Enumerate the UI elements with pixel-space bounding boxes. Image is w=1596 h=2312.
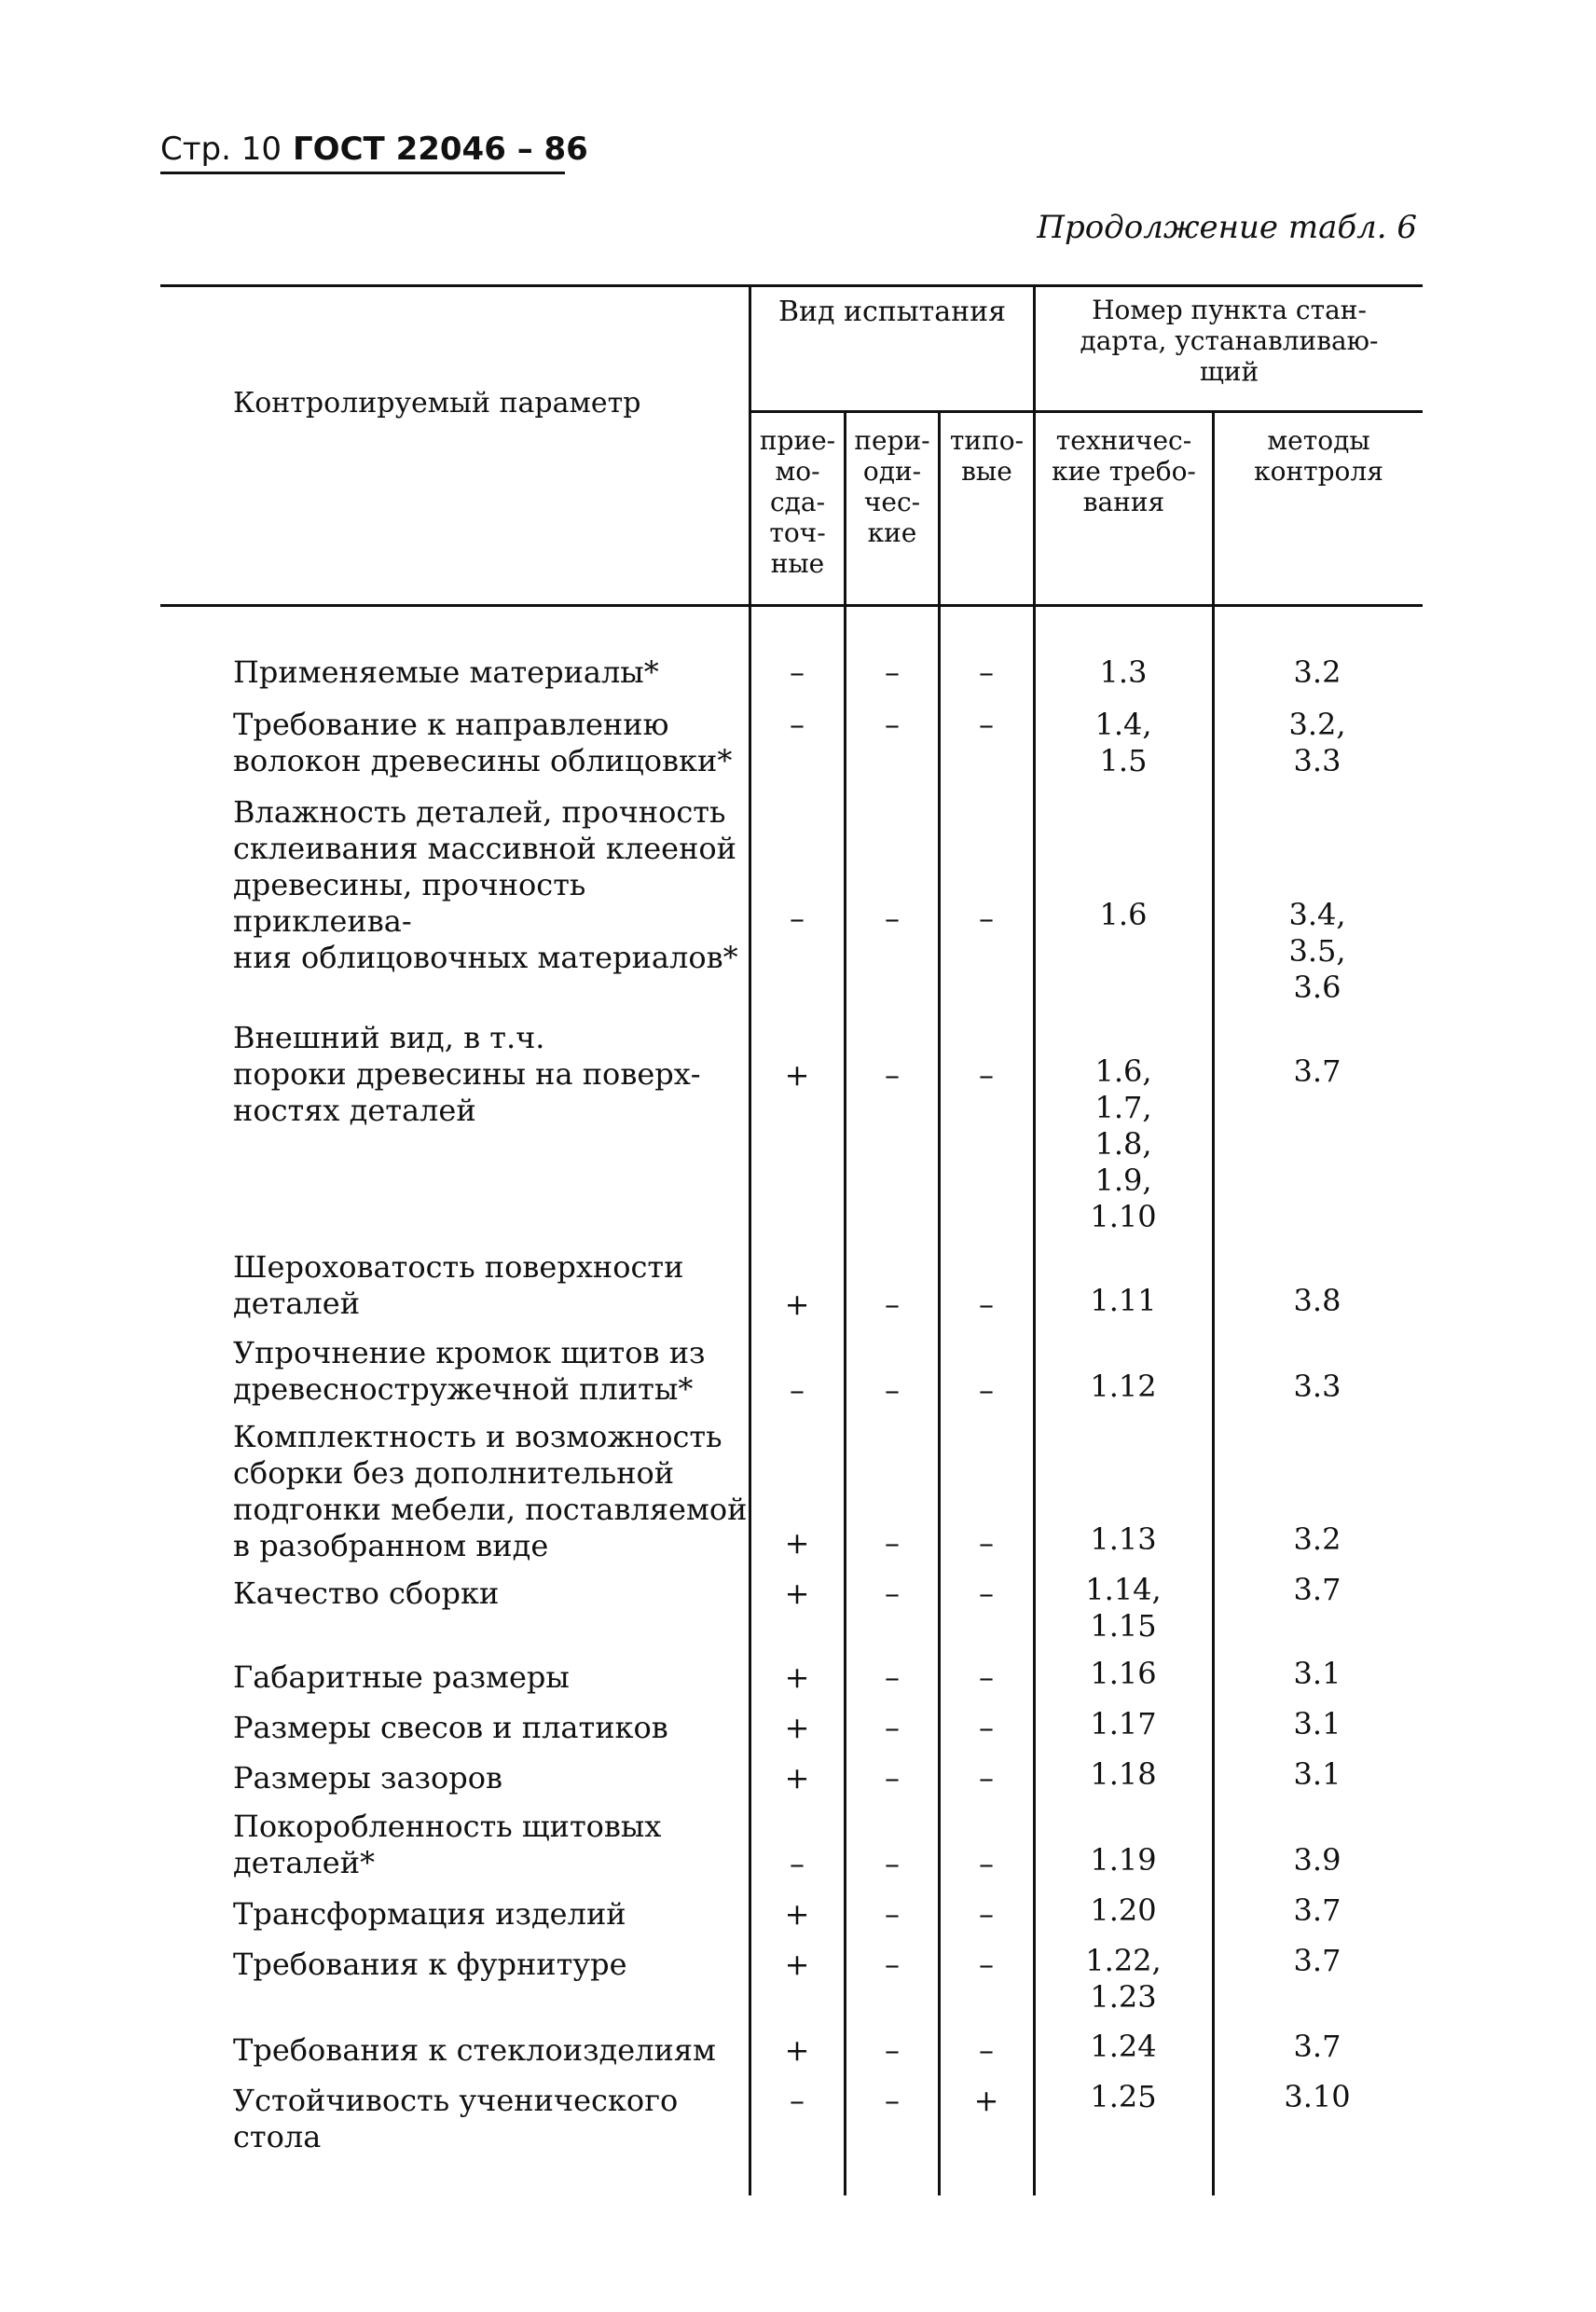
row-acceptance: – — [790, 2083, 805, 2118]
row-acceptance: + — [784, 1287, 810, 1322]
header-bottom-rule — [160, 604, 1423, 607]
row-typical: – — [979, 1846, 994, 1881]
row-periodic: – — [885, 901, 900, 936]
row-requirements: 1.4, 1.5 — [1094, 707, 1152, 778]
page-number: Стр. 10 — [160, 131, 282, 168]
row-acceptance: + — [784, 1710, 810, 1745]
row-periodic: – — [885, 1057, 900, 1093]
row-acceptance: + — [784, 1659, 810, 1695]
row-parameter: Требования к фурнитуре — [233, 1947, 627, 1982]
row-methods: 3.2, 3.3 — [1288, 707, 1346, 778]
row-parameter: Шероховатость поверхности деталей — [233, 1249, 684, 1321]
row-requirements: 1.22, 1.23 — [1085, 1943, 1162, 2015]
header-test-typical-text: типо- вые — [949, 425, 1025, 487]
row-parameter: Внешний вид, в т.ч. пороки древесины на поверх- ностях деталей — [233, 1020, 701, 1128]
row-methods: 3.7 — [1293, 1892, 1341, 1928]
header-clause-group-text: Номер пункта стан- дарта, устанавливаю- щий — [1080, 295, 1379, 387]
row-requirements: 1.20 — [1090, 1892, 1157, 1928]
row-periodic: – — [885, 1659, 900, 1695]
row-parameter: Габаритные размеры — [233, 1659, 570, 1695]
row-requirements: 1.17 — [1090, 1706, 1157, 1741]
row-periodic: – — [885, 2032, 900, 2068]
row-acceptance: – — [790, 1846, 805, 1881]
row-acceptance: – — [790, 654, 805, 690]
row-periodic: – — [885, 1846, 900, 1881]
row-parameter: Качество сборки — [233, 1576, 500, 1611]
row-parameter: Покоробленность щитовых деталей* — [233, 1809, 662, 1880]
row-methods: 3.7 — [1293, 2029, 1341, 2064]
row-requirements: 1.6, 1.7, 1.8, 1.9, 1.10 — [1090, 1053, 1157, 1234]
row-parameter: Размеры свесов и платиков — [233, 1710, 668, 1745]
row-requirements: 1.6 — [1099, 897, 1148, 932]
standard-title: ГОСТ 22046 – 86 — [293, 131, 588, 168]
header-test-acceptance — [751, 425, 844, 579]
row-requirements: 1.11 — [1090, 1283, 1157, 1318]
row-parameter: Комплектность и возможность сборки без дополнительной подгонки мебели, поставляемой в разобранном виде — [233, 1419, 748, 1563]
row-methods: 3.9 — [1293, 1842, 1341, 1878]
row-acceptance: + — [784, 1760, 810, 1796]
table-top-rule — [160, 284, 1423, 287]
row-periodic: – — [885, 1710, 900, 1745]
row-typical: – — [979, 1760, 994, 1796]
row-parameter: Требование к направлению волокон древесины облицовки* — [233, 707, 733, 778]
row-methods: 3.7 — [1293, 1572, 1341, 1607]
row-acceptance: + — [784, 1057, 810, 1093]
header-clause-requirements — [1036, 425, 1212, 517]
row-typical: – — [979, 1057, 994, 1093]
row-periodic: – — [885, 654, 900, 690]
row-requirements: 1.19 — [1090, 1842, 1157, 1878]
row-typical: – — [979, 1525, 994, 1561]
row-methods: 3.2 — [1293, 654, 1341, 690]
row-periodic: – — [885, 707, 900, 742]
header-test-acceptance-text: прие- мо- сда- точ- ные — [759, 425, 836, 579]
row-typical: + — [973, 2083, 999, 2118]
row-requirements: 1.18 — [1090, 1756, 1157, 1792]
row-typical: – — [979, 1576, 994, 1611]
row-periodic: – — [885, 1760, 900, 1796]
row-acceptance: + — [784, 1525, 810, 1561]
header-test-periodic-text: пери- оди- чес- кие — [854, 425, 930, 548]
row-parameter: Применяемые материалы* — [233, 654, 659, 690]
row-parameter: Упрочнение кромок щитов из древесностружечной плиты* — [233, 1335, 706, 1407]
header-test-type — [751, 296, 1033, 327]
row-typical: – — [979, 1287, 994, 1322]
row-acceptance: + — [784, 1947, 810, 1982]
header-test-type-text: Вид испытания — [777, 296, 1007, 328]
row-periodic: – — [885, 1576, 900, 1611]
header-test-typical — [941, 425, 1033, 487]
row-methods: 3.7 — [1293, 1943, 1341, 1978]
row-periodic: – — [885, 1525, 900, 1561]
row-parameter: Требования к стеклоизделиям — [233, 2032, 716, 2068]
row-requirements: 1.24 — [1090, 2029, 1157, 2064]
row-acceptance: + — [784, 1896, 810, 1932]
row-parameter: Размеры зазоров — [233, 1760, 503, 1796]
header-clause-group — [1036, 295, 1423, 387]
row-methods: 3.10 — [1284, 2079, 1351, 2114]
page-header — [160, 131, 588, 168]
row-acceptance: + — [784, 2032, 810, 2068]
row-requirements: 1.25 — [1090, 2079, 1157, 2114]
header-parameter — [233, 388, 755, 419]
row-parameter: Влажность деталей, прочность склеивания массивной клееной древесины, прочность приклеива- ния облицовочных материалов* — [233, 794, 738, 975]
row-acceptance: – — [790, 707, 805, 742]
row-typical: – — [979, 1372, 994, 1408]
header-clause-requirements-text: техничес- кие требо- вания — [1052, 425, 1196, 517]
row-requirements: 1.12 — [1090, 1369, 1157, 1404]
header-clause-methods — [1215, 425, 1423, 487]
row-periodic: – — [885, 1287, 900, 1322]
row-typical: – — [979, 1896, 994, 1932]
row-parameter: Устойчивость ученического стола — [233, 2083, 679, 2154]
row-acceptance: – — [790, 1372, 805, 1408]
row-typical: – — [979, 1710, 994, 1745]
row-typical: – — [979, 654, 994, 690]
row-parameter: Трансформация изделий — [233, 1896, 626, 1932]
header-parameter-text: Контролируемый параметр — [233, 387, 641, 420]
header-test-periodic — [846, 425, 938, 548]
row-methods: 3.4, 3.5, 3.6 — [1288, 897, 1346, 1005]
row-requirements: 1.3 — [1099, 654, 1148, 690]
row-methods: 3.1 — [1293, 1756, 1341, 1792]
row-periodic: – — [885, 1947, 900, 1982]
header-clause-methods-text: методы контроля — [1254, 425, 1383, 487]
row-methods: 3.3 — [1293, 1369, 1341, 1404]
row-methods: 3.2 — [1293, 1521, 1341, 1557]
row-acceptance: – — [790, 901, 805, 936]
row-methods: 3.7 — [1293, 1053, 1341, 1089]
header-inner-rule — [750, 410, 1423, 413]
row-methods: 3.1 — [1293, 1656, 1341, 1691]
row-requirements: 1.16 — [1090, 1656, 1157, 1691]
row-methods: 3.1 — [1293, 1706, 1341, 1741]
header-underline — [160, 172, 565, 174]
row-requirements: 1.13 — [1090, 1521, 1157, 1557]
row-requirements: 1.14, 1.15 — [1085, 1572, 1162, 1644]
row-typical: – — [979, 1947, 994, 1982]
row-acceptance: + — [784, 1576, 810, 1611]
row-periodic: – — [885, 1372, 900, 1408]
row-typical: – — [979, 901, 994, 936]
row-typical: – — [979, 1659, 994, 1695]
table-continuation-label: Продолжение табл. 6 — [1037, 209, 1417, 246]
row-periodic: – — [885, 2083, 900, 2118]
row-typical: – — [979, 707, 994, 742]
row-methods: 3.8 — [1293, 1283, 1341, 1318]
row-periodic: – — [885, 1896, 900, 1932]
row-typical: – — [979, 2032, 994, 2068]
